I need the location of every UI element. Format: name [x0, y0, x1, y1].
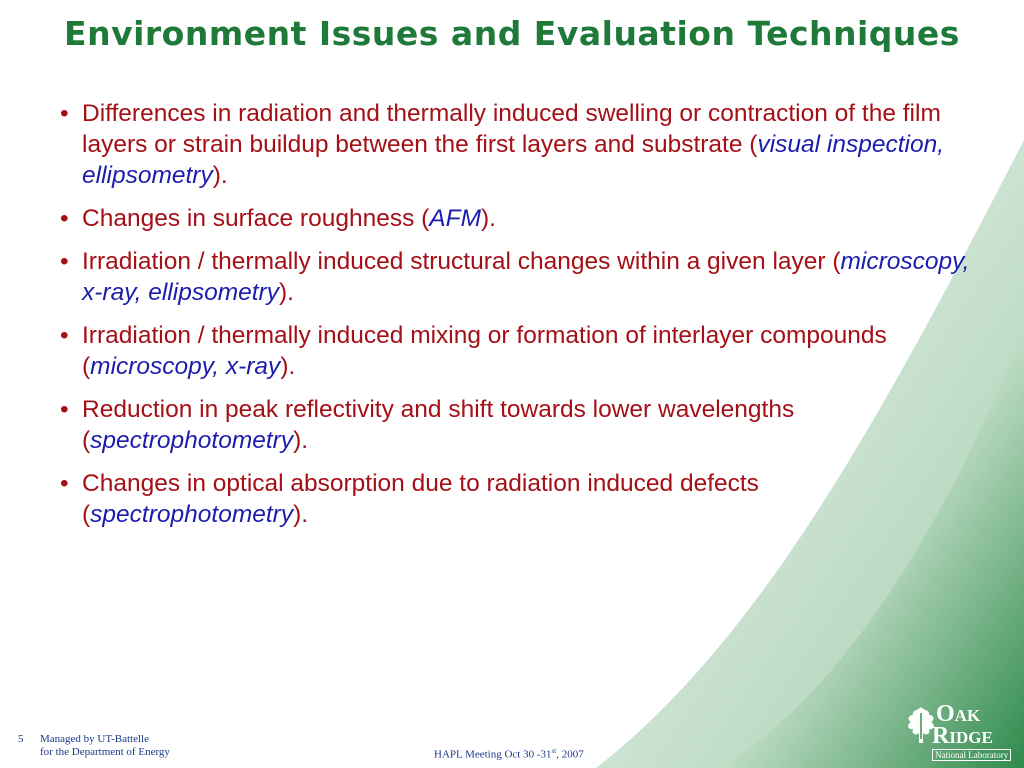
bullet-end: ).: [481, 205, 496, 232]
technique-text: spectrophotometry: [90, 427, 294, 454]
technique-text: microscopy, x-ray, ellipsometry: [82, 248, 970, 306]
bullet-text: Differences in radiation and thermally induced swelling or contraction of the film layers or strain buildup between the first layers and substrate (: [82, 100, 941, 158]
bullet-end: ).: [212, 162, 228, 189]
technique-text: visual inspection, ellipsometry: [82, 131, 945, 189]
bullet-item: [58, 98, 988, 191]
logo-subtitle: National Laboratory: [932, 749, 1011, 761]
meeting-footer: [434, 747, 584, 761]
logo-word-ridge: Ridge: [932, 723, 993, 749]
bullet-end: ).: [280, 353, 296, 380]
bullet-item: [58, 394, 988, 456]
meeting-suffix: , 2007: [556, 748, 584, 761]
technique-text: spectrophotometry: [90, 501, 294, 528]
bullet-text: Irradiation / thermally induced mixing or formation of interlayer compounds (: [82, 322, 887, 380]
managed-by-line-2: for the Department of Energy: [40, 746, 170, 758]
bullet-end: ).: [278, 279, 294, 306]
bullet-dot: •: [60, 205, 69, 232]
bullet-text: Reduction in peak reflectivity and shift towards lower wavelengths (: [82, 396, 795, 454]
page-number: 5: [18, 733, 24, 745]
bullet-item: [58, 320, 988, 382]
managed-by-line-1: Managed by UT-Battelle: [40, 733, 149, 745]
bullet-dot: •: [60, 322, 69, 349]
slide-title: Environment Issues and Evaluation Techniques: [64, 14, 960, 53]
bullet-dot: •: [60, 248, 69, 275]
bullet-dot: •: [60, 470, 69, 497]
bullet-item: [58, 246, 988, 308]
bullet-item: [58, 468, 988, 530]
ornl-logo: [902, 703, 1018, 763]
logo-word-oak: Oak: [936, 701, 981, 727]
technique-text: AFM: [429, 205, 482, 232]
bullet-end: ).: [293, 427, 309, 454]
technique-text: microscopy, x-ray: [90, 353, 281, 380]
bullet-text: Changes in optical absorption due to radiation induced defects (: [82, 470, 759, 528]
bullet-text: Irradiation / thermally induced structural changes within a given layer (: [82, 248, 841, 275]
bullet-text: Changes in surface roughness (: [82, 205, 430, 232]
bullet-dot: •: [60, 100, 69, 127]
bullet-list: [58, 98, 988, 542]
meeting-prefix: HAPL Meeting Oct 30 -31: [434, 748, 552, 761]
meeting-superscript: st: [551, 747, 557, 755]
bullet-item: [58, 203, 988, 234]
managed-by-text: [40, 733, 170, 759]
bullet-dot: •: [60, 396, 69, 423]
bullet-end: ).: [293, 501, 309, 528]
